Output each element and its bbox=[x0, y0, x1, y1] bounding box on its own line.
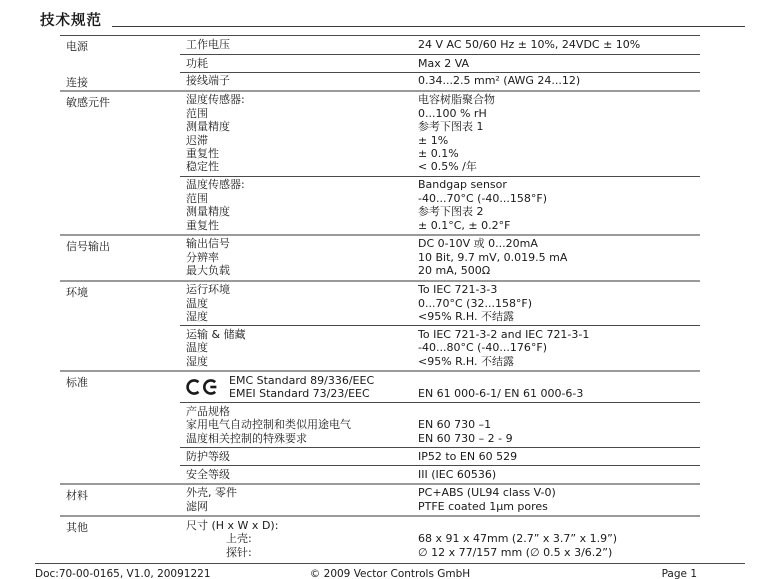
footer-page-number: Page 1 bbox=[661, 568, 697, 579]
spec-value: PTFE coated 1µm pores bbox=[418, 499, 548, 513]
block-power bbox=[60, 35, 700, 54]
spec-property: 滤网 bbox=[186, 499, 208, 513]
spec-property: 分辨率 bbox=[186, 250, 219, 264]
spec-value bbox=[412, 405, 700, 418]
spec-property: 重复性 bbox=[186, 147, 219, 161]
spec-value: III (IEC 60536) bbox=[418, 467, 497, 481]
spec-row bbox=[180, 297, 700, 310]
category-label: 其他 bbox=[66, 521, 88, 535]
spec-property: 温度传感器: bbox=[186, 178, 245, 192]
block-temperature-sensor bbox=[60, 176, 700, 234]
spec-property: 外壳, 零件 bbox=[186, 486, 237, 500]
spec-value: ± 0.1°C, ± 0.2°F bbox=[418, 218, 511, 232]
spec-row bbox=[180, 546, 700, 559]
block-standards-ce bbox=[60, 370, 700, 402]
spec-row bbox=[180, 432, 700, 445]
spec-row bbox=[180, 93, 700, 106]
spec-value: DC 0-10V 或 0...20mA bbox=[418, 237, 538, 251]
spec-row bbox=[180, 237, 700, 250]
title-rule bbox=[112, 26, 745, 27]
spec-value: To IEC 721-3-2 and IEC 721-3-1 bbox=[418, 327, 590, 341]
spec-row bbox=[180, 418, 700, 431]
spec-value: <95% R.H. 不结露 bbox=[418, 310, 514, 323]
spec-row bbox=[180, 134, 700, 147]
block-connection bbox=[60, 72, 700, 90]
spec-row bbox=[180, 341, 700, 354]
spec-property: 湿度传感器: bbox=[186, 93, 245, 107]
category-label: 敏感元件 bbox=[66, 95, 110, 109]
category-label: 标准 bbox=[66, 376, 88, 390]
category-label bbox=[60, 54, 180, 72]
category-label bbox=[60, 402, 180, 447]
spec-property: 输出信号 bbox=[186, 237, 230, 251]
spec-value: ∅ 12 x 77/157 mm (∅ 0.5 x 3/6.2”) bbox=[418, 545, 613, 559]
block-signal-output bbox=[60, 234, 700, 280]
spec-value: EN 60 730 – 2 - 9 bbox=[418, 431, 513, 445]
category-label: 环境 bbox=[66, 285, 88, 299]
spec-row bbox=[180, 405, 700, 418]
block-materials bbox=[60, 483, 700, 515]
block-environment-transport bbox=[60, 325, 700, 370]
spec-property: 防护等级 bbox=[186, 449, 230, 463]
spec-table bbox=[60, 35, 700, 561]
spec-row bbox=[180, 205, 700, 218]
spec-property: 测量精度 bbox=[186, 205, 230, 219]
spec-row bbox=[180, 283, 700, 296]
spec-row bbox=[180, 519, 700, 532]
category-label: 信号输出 bbox=[66, 239, 110, 253]
spec-property: 温度相关控制的特殊要求 bbox=[186, 431, 307, 445]
spec-property: 接线端子 bbox=[186, 74, 230, 88]
ce-standard-line2: EMEI Standard 73/23/EEC bbox=[229, 387, 370, 401]
spec-row bbox=[180, 355, 700, 368]
ce-standard-line1: EMC Standard 89/336/EEC bbox=[229, 373, 375, 387]
spec-row bbox=[180, 468, 700, 481]
spec-row bbox=[180, 219, 700, 232]
footer-copyright: © 2009 Vector Controls GmbH bbox=[309, 568, 471, 579]
page-footer bbox=[35, 564, 745, 579]
block-safety-class bbox=[60, 465, 700, 483]
spec-value: 参考下图表 1 bbox=[418, 120, 484, 134]
title-bar bbox=[40, 8, 745, 30]
spec-value: Max 2 VA bbox=[418, 56, 470, 70]
ce-standards-row bbox=[180, 374, 700, 401]
spec-property: 湿度 bbox=[186, 310, 208, 323]
spec-value: 0...70°C (32...158°F) bbox=[418, 296, 533, 310]
spec-row bbox=[180, 74, 700, 87]
spec-value: PC+ABS (UL94 class V-0) bbox=[418, 486, 556, 500]
ce-mark-icon bbox=[186, 376, 224, 398]
spec-property: 重复性 bbox=[186, 218, 219, 232]
block-consumption bbox=[60, 54, 700, 72]
spec-value: -40...80°C (-40...176°F) bbox=[418, 341, 547, 355]
block-humidity-sensor bbox=[60, 90, 700, 176]
category-label bbox=[60, 325, 180, 370]
spec-property: 测量精度 bbox=[186, 120, 230, 134]
spec-property: 工作电压 bbox=[186, 37, 230, 51]
spec-value: 电容树脂聚合物 bbox=[418, 93, 495, 107]
block-other-dimensions bbox=[60, 515, 700, 561]
spec-property: 运行环境 bbox=[186, 283, 230, 297]
spec-value: To IEC 721-3-3 bbox=[418, 283, 498, 297]
category-label: 连接 bbox=[66, 75, 88, 89]
spec-property: 尺寸 (H x W x D): bbox=[186, 518, 279, 532]
spec-property: 范围 bbox=[186, 191, 208, 205]
spec-value: < 0.5% /年 bbox=[418, 160, 477, 174]
category-label bbox=[60, 465, 180, 483]
spec-property: 最大负载 bbox=[186, 264, 230, 278]
spec-value: IP52 to EN 60 529 bbox=[418, 449, 518, 463]
spec-property: 运输 & 储藏 bbox=[186, 327, 246, 341]
spec-value bbox=[412, 519, 700, 532]
spec-row bbox=[180, 500, 700, 513]
spec-property: 湿度 bbox=[186, 354, 208, 368]
spec-property: 范围 bbox=[186, 106, 208, 120]
spec-property: 探针: bbox=[226, 545, 252, 559]
spec-value: ± 1% bbox=[418, 133, 449, 147]
spec-value: Bandgap sensor bbox=[418, 178, 507, 192]
spec-property: 安全等级 bbox=[186, 467, 230, 481]
category-label: 电源 bbox=[66, 40, 88, 53]
block-environment-operating bbox=[60, 280, 700, 326]
spec-row bbox=[180, 147, 700, 160]
spec-property: 家用电气自动控制和类似用途电气 bbox=[186, 418, 351, 432]
page-title: 技术规范 bbox=[40, 13, 102, 29]
spec-row bbox=[180, 160, 700, 173]
spec-value: EN 61 000-6-1/ EN 61 000-6-3 bbox=[418, 387, 584, 401]
spec-property: 稳定性 bbox=[186, 160, 219, 174]
spec-property: 功耗 bbox=[186, 56, 208, 70]
spec-row bbox=[180, 532, 700, 545]
spec-row bbox=[180, 486, 700, 499]
spec-row bbox=[180, 120, 700, 133]
category-label bbox=[60, 176, 180, 234]
footer-doc-id: Doc:70-00-0165, V1.0, 20091221 bbox=[35, 568, 211, 579]
spec-value: 0.34...2.5 mm² (AWG 24...12) bbox=[418, 74, 581, 88]
spec-row bbox=[180, 178, 700, 191]
spec-property: 温度 bbox=[186, 341, 208, 355]
block-protection-rating bbox=[60, 447, 700, 465]
spec-property: 上壳: bbox=[226, 532, 252, 546]
spec-value: 10 Bit, 9.7 mV, 0.019.5 mA bbox=[418, 250, 568, 264]
category-label: 材料 bbox=[66, 488, 88, 502]
spec-value: EN 60 730 –1 bbox=[418, 418, 492, 432]
spec-property: 温度 bbox=[186, 296, 208, 310]
spec-value: ± 0.1% bbox=[418, 147, 459, 161]
spec-value: -40...70°C (-40...158°F) bbox=[418, 191, 547, 205]
spec-property: 迟滞 bbox=[186, 133, 208, 147]
spec-property: 产品规格 bbox=[186, 404, 230, 418]
block-standards-product bbox=[60, 402, 700, 447]
category-label bbox=[60, 447, 180, 465]
spec-value: 参考下图表 2 bbox=[418, 205, 484, 219]
spec-value: <95% R.H. 不结露 bbox=[418, 354, 514, 368]
spec-row bbox=[180, 38, 700, 51]
spec-row bbox=[180, 310, 700, 323]
spec-row bbox=[180, 251, 700, 264]
spec-value: 20 mA, 500Ω bbox=[418, 264, 491, 278]
spec-row bbox=[180, 264, 700, 277]
spec-row bbox=[180, 57, 700, 70]
spec-row bbox=[180, 192, 700, 205]
spec-row bbox=[180, 107, 700, 120]
spec-row bbox=[180, 450, 700, 463]
spec-value: 0...100 % rH bbox=[418, 106, 487, 120]
spec-value: 68 x 91 x 47mm (2.7” x 3.7” x 1.9”) bbox=[418, 532, 618, 546]
spec-row bbox=[180, 328, 700, 341]
spec-value: 24 V AC 50/60 Hz ± 10%, 24VDC ± 10% bbox=[418, 37, 641, 51]
